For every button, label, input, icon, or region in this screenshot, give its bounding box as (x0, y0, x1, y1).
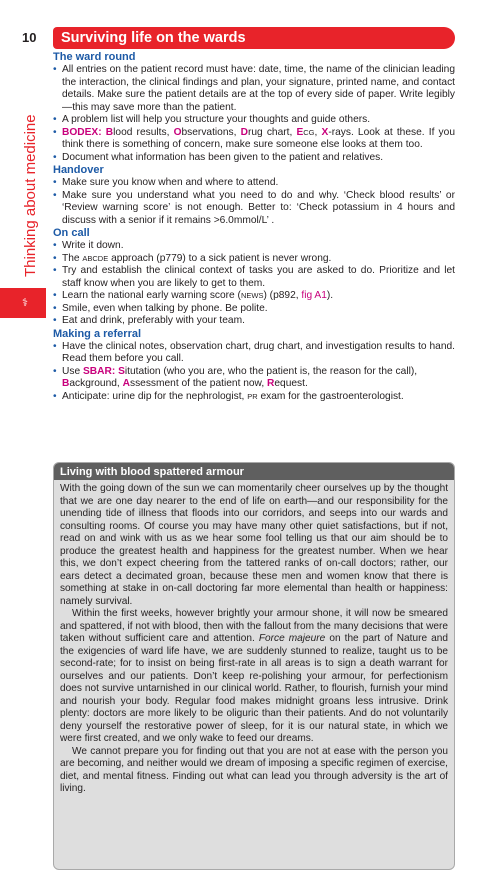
list-item: • Make sure you understand what you need to do and why. ‘Check blood results’ or ‘Review warning score’ is not enough. Better to: ‘Check potassium in 4 hours and discuss with a senior if it remains >6.0mmol/L’ . (53, 190, 455, 228)
paragraph-text: on the part of Nature and the exigencies of ward life have, we are suddenly stunned to realize, taught us to be second-rate; for to insist on being first-rate in all areas is to sign a death warrant for ourselves and our patients. Don’t keep re-polishing your armour, for perfectionism does not survive untarnished in our clinical world. Rather, to flourish, furnish your mind and nourish your body. Regular food makes midnight groans less intrusive. Drink plenty: doctors are more likely to be oliguric than their patients. And do not voluntarily deny yourself the restorative power of sleep, for it is our natural state, in which we were first created, and we only wake to feed our dreams. (60, 633, 448, 744)
item-text: ) (p892, (263, 290, 302, 301)
mnemonic-letter: D (240, 126, 248, 138)
section-heading-on-call: On call (53, 227, 90, 239)
list-item: • All entries on the patient record must have: date, time, the name of the clinician leading the interaction, the clinical findings and plan, your signature, printed name, and contact details. Make sure the patient details are at the top of every side of paper. Write legibly—this may save more than the patient. (53, 64, 455, 114)
main-content (53, 51, 455, 403)
mnemonic-text: rug chart, (247, 126, 297, 138)
mnemonic-letter: O (173, 126, 182, 138)
paragraph (60, 608, 448, 746)
item-text: Learn the national early warning score ( (62, 290, 241, 301)
list-item: • Make sure you know when and where to attend. (53, 177, 455, 190)
list-item (53, 366, 455, 391)
list-item: • Eat and drink, preferably with your team. (53, 315, 455, 328)
section-heading-handover: Handover (53, 164, 104, 176)
emphasis-text: Force majeure (258, 633, 326, 644)
mnemonic-text: ackground, (69, 378, 123, 389)
chapter-tab-icon: ⚕ (22, 297, 28, 309)
mnemonic-letter: X (321, 126, 329, 138)
list-item: • A problem list will help you structure your thoughts and guide others. (53, 114, 455, 127)
info-box-body (54, 480, 454, 796)
mnemonic-letter: B (105, 126, 114, 138)
section-heading-referral: Making a referral (53, 327, 142, 340)
side-chapter-text: Thinking about medicine (22, 114, 39, 277)
mnemonic-letter: B (62, 378, 70, 389)
bodex-label: BODEX: (62, 126, 102, 138)
list-item: • Have the clinical notes, observation chart, drug chart, and investigation results to hand. Read them before you call. (53, 341, 455, 366)
list-item (53, 127, 455, 152)
mnemonic-letter: E (296, 126, 304, 138)
mnemonic-text: -rays. Look at these. If you think there is something of concern, make sure someone else looks at them too. (62, 126, 455, 150)
mnemonic-text: itutation (who you are, who the patient is, the reason for the call), (124, 365, 418, 377)
list-item (53, 391, 455, 404)
item-text: ). (326, 290, 334, 301)
info-box (53, 462, 455, 870)
list-item: • Smile, even when talking by phone. Be polite. (53, 303, 455, 316)
mnemonic-text: CG (303, 127, 315, 137)
list-item: • Try and establish the clinical context of tasks you are asked to do. Prioritize and let staff know when you are likely to get to them. (53, 265, 455, 290)
mnemonic-letter: R (267, 378, 275, 389)
list-item (53, 253, 455, 266)
figure-link[interactable]: fig A1 (301, 290, 327, 301)
list-item: • Write it down. (53, 240, 455, 253)
mnemonic-text: lood results, (113, 126, 174, 138)
mnemonic-text: , (314, 126, 322, 138)
paragraph-text: Within the first weeks, however brightly your armour shone, it will now be smeared and spattered, if not with blood, then with the fallout from the many decisions that were taken without sufficient care and attention. (60, 608, 448, 644)
side-chapter-label (22, 114, 42, 277)
section-heading-ward-round: The ward round (53, 51, 136, 63)
item-text: approach (p779) to a sick patient is never wrong. (108, 252, 332, 264)
mnemonic-text: ssessment of the patient now, (129, 378, 268, 389)
paragraph: We cannot prepare you for finding out that you are not at ease with the person you are becoming, and neither would we dream of imposing a specific regimen of exercise, diet, and mental fitness. Finding out what can lead you through adversity is the art of living. (60, 745, 448, 794)
info-box-title: Living with blood spattered armour (54, 463, 454, 480)
item-text: exam for the gastroenterologist. (257, 390, 404, 402)
page-title: Surviving life on the wards (53, 27, 455, 49)
item-text: The (62, 252, 83, 264)
pr-abbrev: PR (247, 391, 258, 401)
mnemonic-text: equest. (274, 378, 308, 389)
mnemonic-letter: S (118, 365, 125, 377)
page-number: 10 (22, 30, 37, 45)
list-item: • Document what information has been given to the patient and relatives. (53, 152, 455, 165)
mnemonic-text: bservations, (181, 126, 241, 138)
mnemonic-letter: A (122, 378, 130, 389)
list-item (53, 290, 455, 303)
sbar-label: SBAR: (82, 365, 116, 377)
news-abbrev: NEWS (240, 291, 264, 300)
paragraph: With the going down of the sun we can momentarily cheer ourselves up by the thought that we are one day nearer to the end of life on earth—and our responsibility for the unending tide of illness that floods into our corridors, and seeps into our wards and consulting rooms. Of course you may have many other quiet satisfactions, but if not, read on and wink with us as we hear some fool telling us that our aim should be to produce the greatest health and happiness for the greatest number. When we hear this, we don’t expect cheering from the tattered ranks of on-call doctors; rather, our ears detect a decimated groan, because these men and women know that there is something at stake in on-call doctoring far more elemental than health or happiness: namely survival. (60, 483, 448, 607)
item-text: Anticipate: urine dip for the nephrologist, (62, 390, 248, 402)
item-text: Use (62, 365, 83, 377)
abcde-abbrev: ABCDE (82, 253, 109, 263)
